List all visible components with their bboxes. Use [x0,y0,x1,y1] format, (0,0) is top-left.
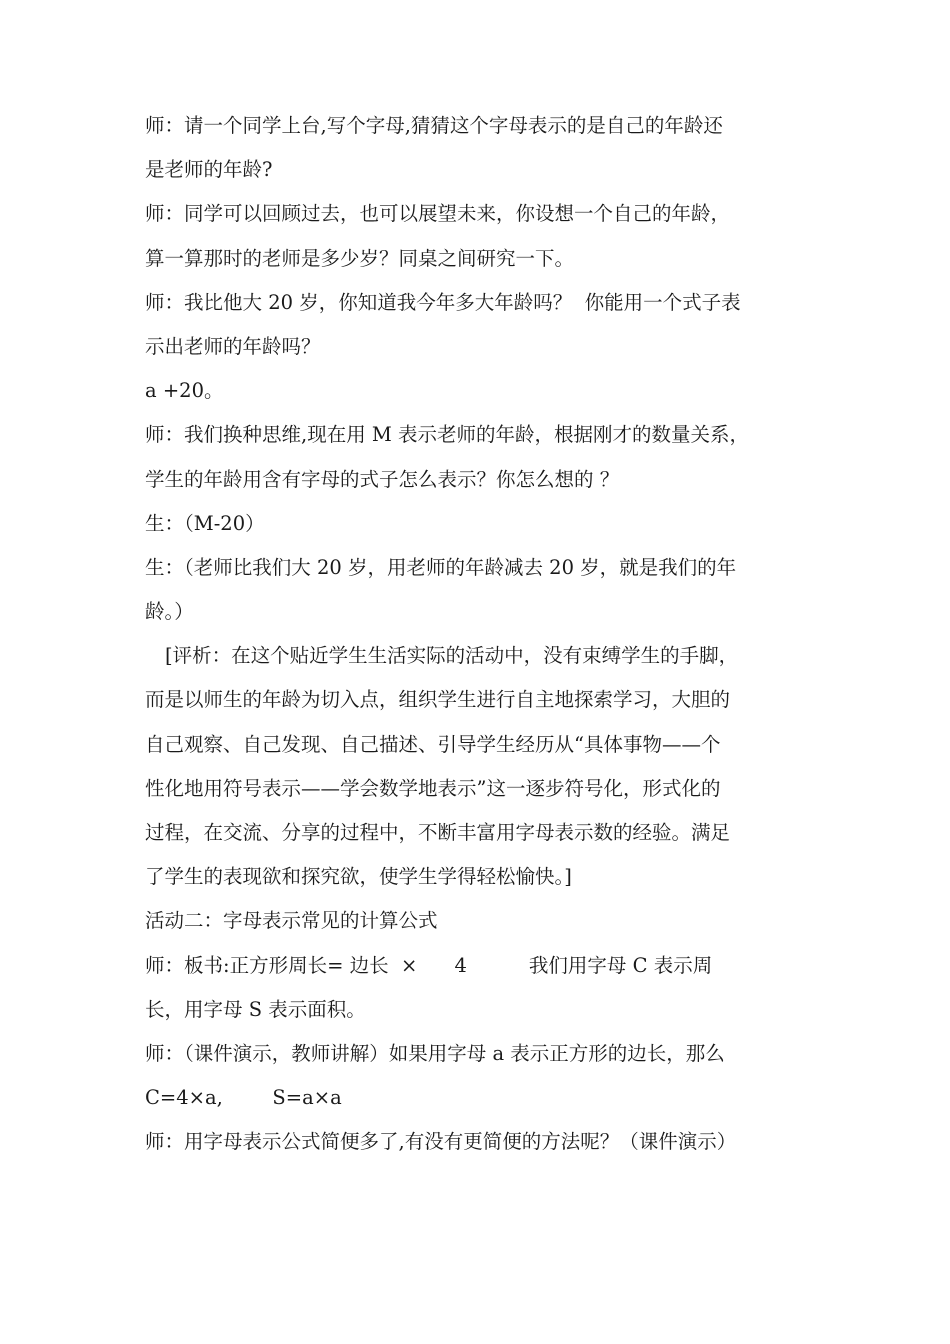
commentary-line-4: 性化地用符号表示——学会数学地表示”这一逐步符号化，形式化的 [145,776,721,800]
text-line-7: a +20。 [145,379,224,403]
text-line-4: 算一算那时的老师是多少岁？同桌之间研究一下。 [145,246,575,270]
text-line-9: 学生的年龄用含有字母的式子怎么表示？你怎么想的 ？ [145,467,620,491]
commentary-line-5: 过程，在交流、分享的过程中，不断丰富用字母表示数的经验。满足 [145,821,731,844]
text-line-10: 生：（M-20） [145,511,265,535]
section-heading: 活动二：字母表示常见的计算公式 [145,909,438,933]
text-line-1: 师：请一个同学上台,写个字母,猜猜这个字母表示的是自己的年龄还 [145,114,723,137]
text-line-21: 长，用字母 S 表示面积。 [145,997,366,1021]
text-line-6: 示出老师的年龄吗？ [145,334,321,358]
document-body [145,104,815,1165]
formula-line: C=4×a, S=a×a [145,1086,342,1110]
text-line-8: 师：我们换种思维,现在用 M 表示老师的年龄，根据刚才的数量关系， [145,423,750,447]
commentary-line-3: 自己观察、自己发现、自己描述、引导学生经历从“具体事物——个 [145,732,721,756]
text-line-12: 龄。） [145,600,194,624]
commentary-line-6: 了学生的表现欲和探究欲，使学生学得轻松愉快。] [145,865,572,889]
text-line-22: 师：（课件演示，教师讲解）如果用字母 a 表示正方形的边长，那么 [145,1041,725,1065]
text-line-24: 师：用字母表示公式简便多了,有没有更简便的方法呢？（课件演示） [145,1130,737,1154]
text-line-5: 师：我比他大 20 岁，你知道我今年多大年龄吗？ 你能用一个式子表 [145,290,741,314]
text-line-20: 师：板书:正方形周长= 边长 × 4 我们用字母 C 表示周 [145,953,713,977]
commentary-line-1: [评析：在这个贴近学生生活实际的活动中，没有束缚学生的手脚， [165,644,739,668]
text-line-2: 是老师的年龄? [145,158,273,182]
commentary-line-2: 而是以师生的年龄为切入点，组织学生进行自主地探索学习，大胆的 [145,688,731,712]
text-line-11: 生：（老师比我们大 20 岁，用老师的年龄减去 20 岁，就是我们的年 [145,555,737,579]
text-line-3: 师：同学可以回顾过去，也可以展望未来，你设想一个自己的年龄， [145,202,731,226]
